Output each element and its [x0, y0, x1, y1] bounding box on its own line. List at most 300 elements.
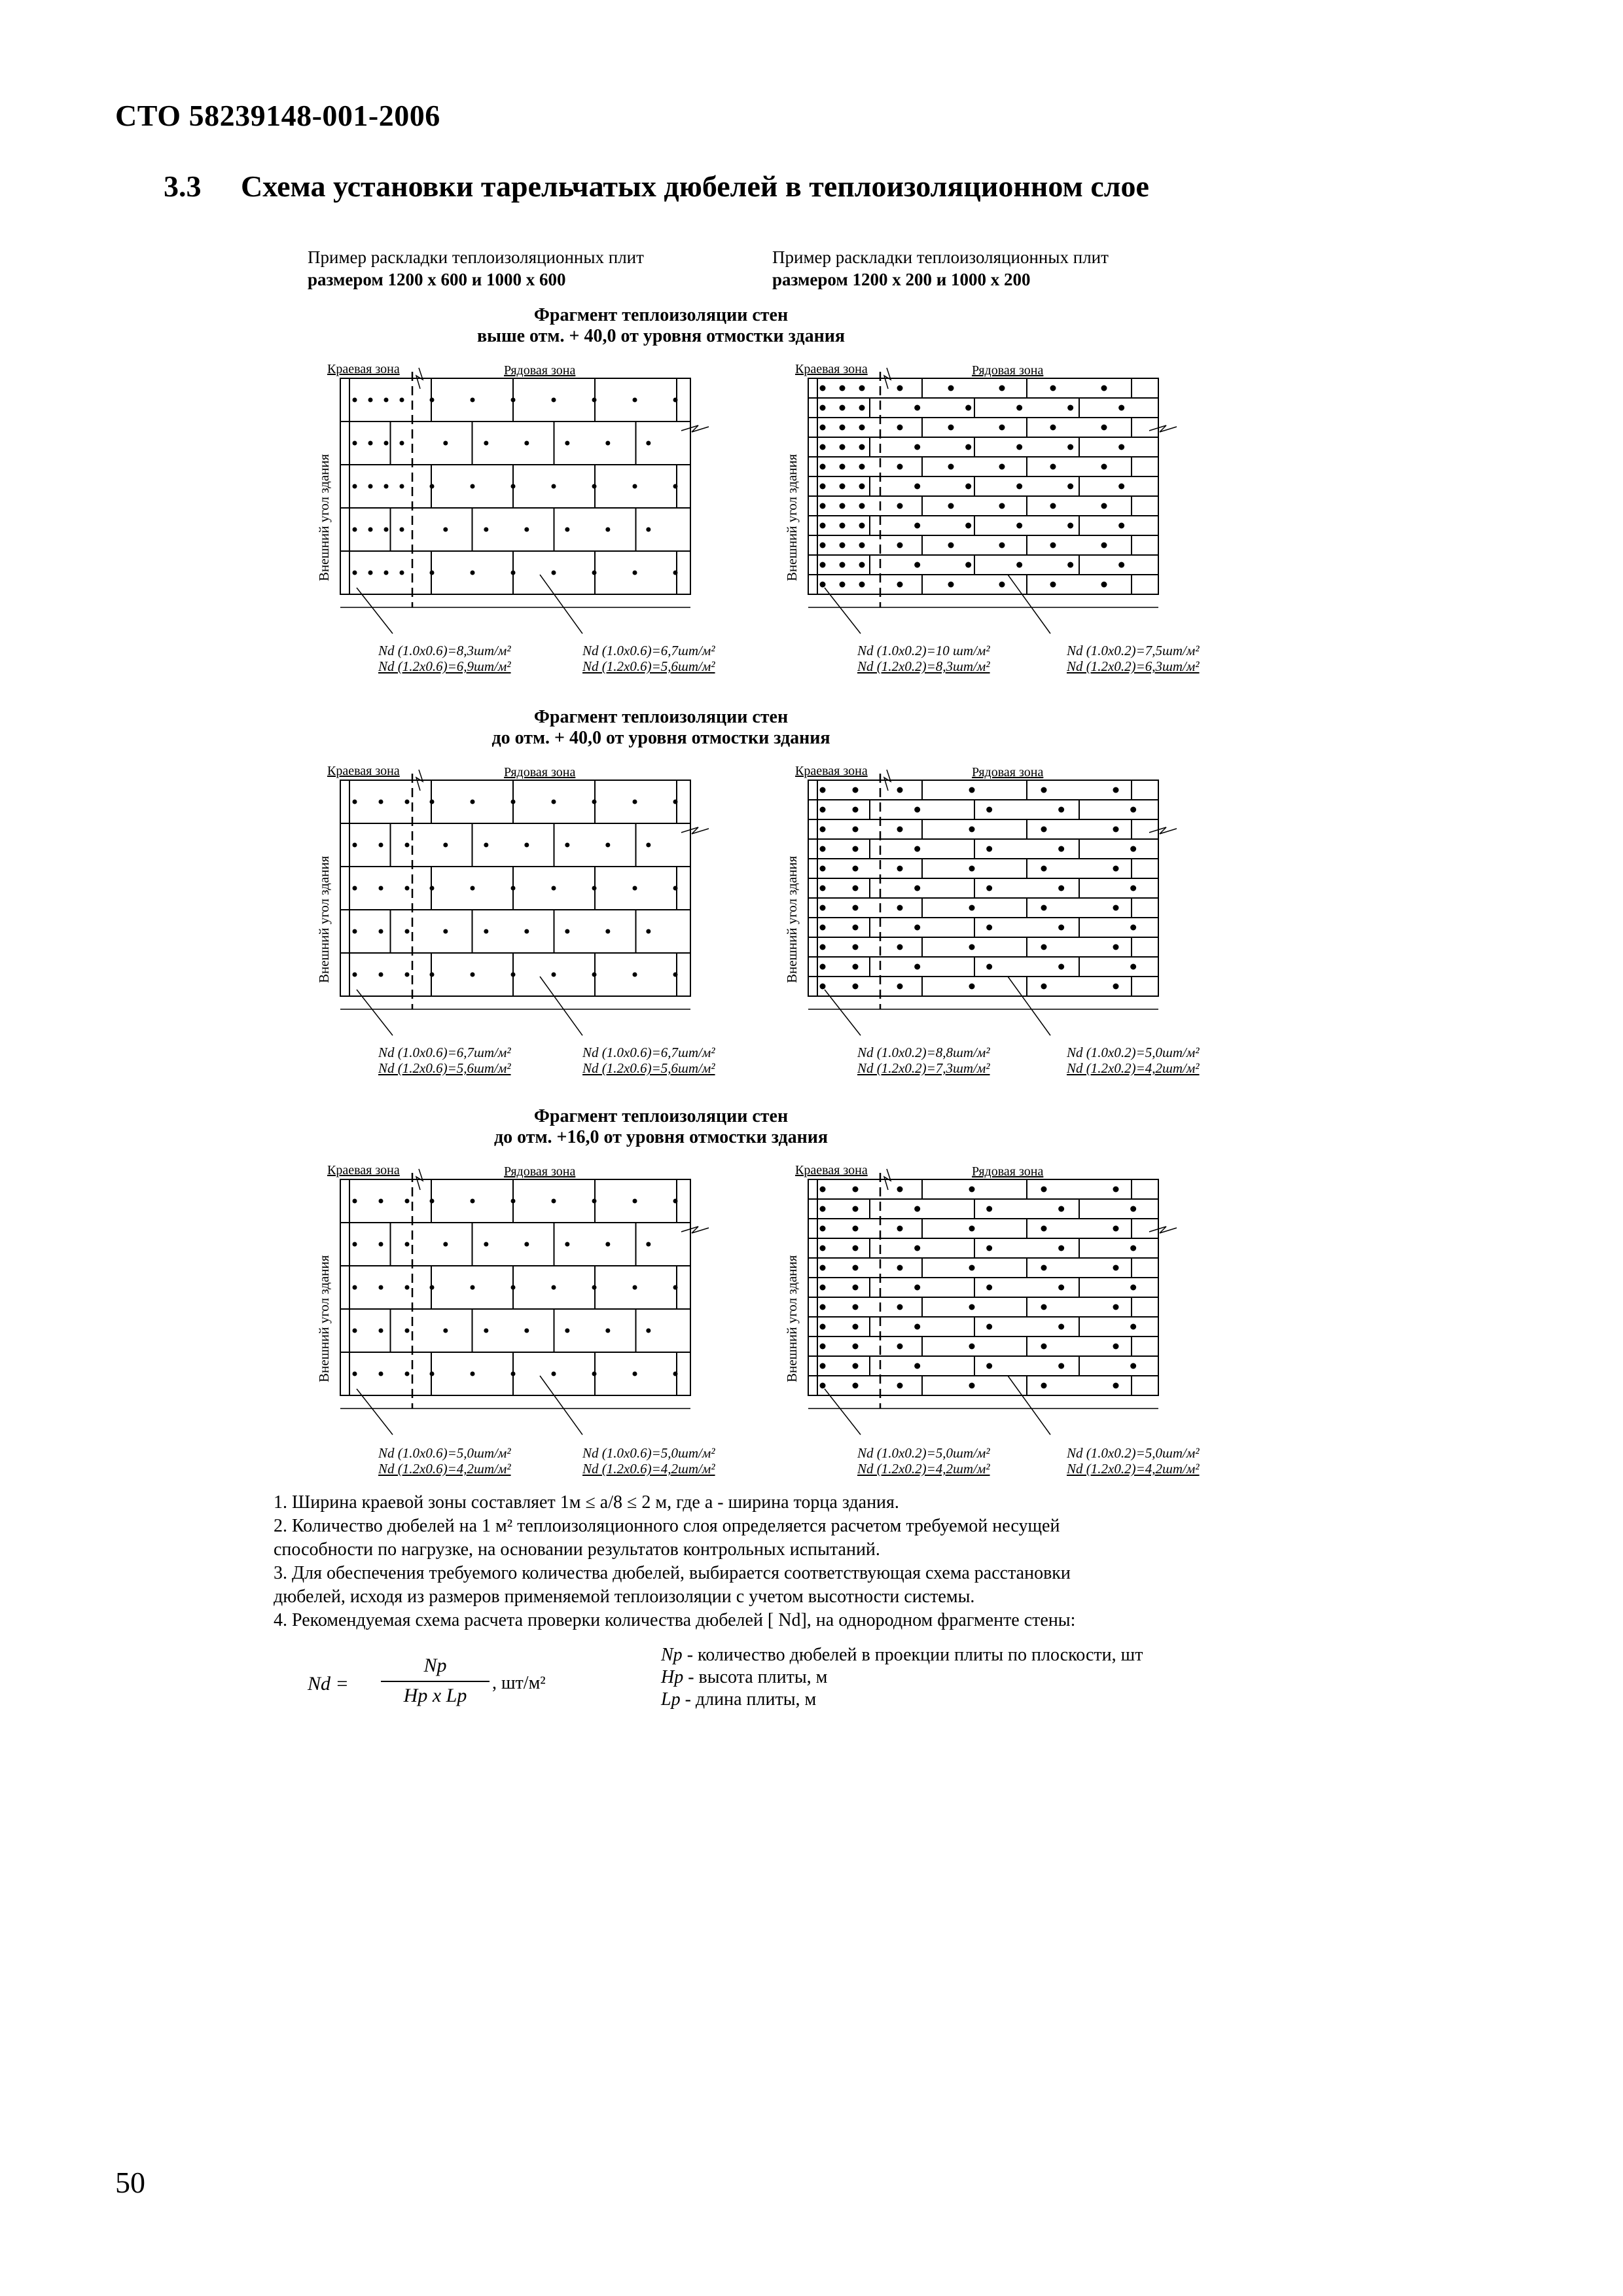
dowel-dot: [1016, 444, 1022, 450]
dowel-dot: [897, 1383, 903, 1389]
dowel-dot: [353, 843, 357, 848]
dowel-dot: [552, 800, 556, 804]
dowel-dot: [853, 1246, 859, 1251]
dowel-dot: [405, 973, 410, 977]
dowel-dot: [853, 866, 859, 872]
dowel-dot: [969, 1344, 975, 1350]
dowel-dot: [969, 984, 975, 990]
dowel-dot: [820, 444, 826, 450]
dowel-dot: [897, 503, 903, 509]
dowel-dot: [948, 464, 954, 470]
dowel-dot: [965, 523, 971, 529]
dowel-dot: [914, 807, 920, 813]
dowel-dot: [948, 582, 954, 588]
dowel-dot: [820, 1187, 826, 1193]
dowel-dot: [1067, 405, 1073, 411]
dowel-dot: [384, 571, 389, 575]
annotation-f3-right-edge: Nd (1.0х0.2)=5,0шт/м² Nd (1.2х0.2)=4,2шт/м²: [857, 1445, 990, 1477]
dowel-dot: [859, 386, 865, 391]
dowel-dot: [430, 571, 435, 575]
dowel-dot: [592, 1285, 597, 1290]
dowel-dot: [914, 562, 920, 568]
dowel-dot: [484, 528, 488, 532]
dowel-dot: [400, 441, 404, 446]
dowel-dot: [1050, 543, 1056, 548]
dowel-dot: [897, 1344, 903, 1350]
legend-np: Np - количество дюбелей в проекции плиты по плоскости, шт: [661, 1645, 1143, 1665]
dowel-dot: [820, 425, 826, 431]
dowel-dot: [605, 441, 610, 446]
corner-label: Внешний угол здания: [316, 855, 332, 983]
dowel-dot: [820, 562, 826, 568]
dowel-dot: [605, 929, 610, 934]
dowel-dot: [379, 843, 383, 848]
dowel-count-formula: [308, 1649, 622, 1721]
dowel-dot: [948, 543, 954, 548]
dowel-dot: [914, 925, 920, 931]
dowel-dot: [914, 886, 920, 891]
annotation-f1-right-row: Nd (1.0х0.2)=7,5шт/м² Nd (1.2х0.2)=6,3шт/м²: [1067, 643, 1200, 674]
break-mark: [681, 1227, 709, 1233]
dowel-dot: [820, 386, 826, 391]
dowel-dot: [969, 944, 975, 950]
dowel-dot: [948, 386, 954, 391]
dowel-dot: [820, 866, 826, 872]
dowel-dot: [820, 905, 826, 911]
dowel-dot: [1101, 386, 1107, 391]
dowel-dot: [897, 543, 903, 548]
dowel-dot: [859, 543, 865, 548]
dowel-dot: [384, 398, 389, 403]
dowel-dot: [1113, 1187, 1119, 1193]
dowel-dot: [592, 800, 597, 804]
dowel-dot: [1016, 562, 1022, 568]
dowel-dot: [592, 571, 597, 575]
dowel-dot: [511, 1199, 516, 1204]
dowel-dot: [511, 1372, 516, 1376]
dowel-dot: [999, 464, 1005, 470]
dowel-dot: [524, 1329, 529, 1333]
dowel-dot: [820, 846, 826, 852]
dowel-dot: [353, 484, 357, 489]
dowel-dot: [430, 1199, 435, 1204]
dowel-dot: [524, 929, 529, 934]
dowel-dot: [368, 398, 373, 403]
dowel-dot: [471, 398, 475, 403]
dowel-dot: [471, 1199, 475, 1204]
dowel-dot: [511, 398, 516, 403]
dowel-dot: [1067, 484, 1073, 490]
dowel-dot: [1118, 562, 1124, 568]
dowel-dot: [1050, 386, 1056, 391]
dowel-dot: [840, 464, 846, 470]
dowel-dot: [1118, 523, 1124, 529]
dowel-dot: [914, 1363, 920, 1369]
dowel-dot: [1041, 866, 1047, 872]
dowel-dot: [969, 1304, 975, 1310]
dowel-dot: [1041, 1265, 1047, 1271]
dowel-dot: [552, 398, 556, 403]
dowel-dot: [400, 398, 404, 403]
dowel-dot: [820, 944, 826, 950]
dowel-dot: [646, 1329, 651, 1333]
dowel-dot: [897, 464, 903, 470]
dowel-dot: [1058, 1363, 1064, 1369]
dowel-dot: [552, 1372, 556, 1376]
dowel-dot: [673, 800, 678, 804]
dowel-dot: [405, 843, 410, 848]
dowel-dot: [1016, 523, 1022, 529]
dowel-dot: [379, 886, 383, 891]
annotation-f1-right-edge: Nd (1.0х0.2)=10 шт/м² Nd (1.2х0.2)=8,3шт/м²: [857, 643, 990, 674]
dowel-dot: [605, 1329, 610, 1333]
dowel-dot: [1118, 444, 1124, 450]
section-number: 3.3: [164, 170, 202, 203]
dowel-dot: [986, 1246, 992, 1251]
dowel-dot: [673, 1372, 678, 1376]
dowel-dot: [511, 1285, 516, 1290]
dowel-dot: [1041, 787, 1047, 793]
dowel-dot: [405, 1372, 410, 1376]
edge-zone-label: Краевая зона: [327, 1163, 400, 1177]
dowel-dot: [1041, 1304, 1047, 1310]
dowel-dot: [646, 929, 651, 934]
fragment-3-left-layout-diagram: [308, 1160, 700, 1435]
dowel-dot: [965, 484, 971, 490]
dowel-dot: [552, 1285, 556, 1290]
dowel-dot: [1130, 886, 1136, 891]
dowel-dot: [1118, 405, 1124, 411]
dowel-dot: [853, 787, 859, 793]
dowel-dot: [986, 886, 992, 891]
dowel-dot: [914, 1246, 920, 1251]
dowel-dot: [986, 1324, 992, 1330]
dowel-dot: [405, 929, 410, 934]
dowel-dot: [1041, 905, 1047, 911]
dowel-dot: [853, 1187, 859, 1193]
dowel-dot: [859, 582, 865, 588]
dowel-dot: [1016, 484, 1022, 490]
dowel-dot: [840, 523, 846, 529]
dowel-dot: [820, 1226, 826, 1232]
fraction-bar: [381, 1681, 490, 1682]
dowel-dot: [552, 973, 556, 977]
dowel-dot: [511, 886, 516, 891]
dowel-dot: [353, 528, 357, 532]
dowel-dot: [592, 973, 597, 977]
dowel-dot: [859, 425, 865, 431]
dowel-dot: [1118, 484, 1124, 490]
dowel-dot: [969, 1265, 975, 1271]
annotation-f2-left-row: Nd (1.0х0.6)=6,7шт/м² Nd (1.2х0.6)=5,6шт/м²: [582, 1045, 715, 1076]
dowel-dot: [986, 846, 992, 852]
corner-label: Внешний угол здания: [784, 855, 800, 983]
dowel-dot: [484, 929, 488, 934]
notes-block: [274, 1491, 1255, 1632]
dowel-dot: [859, 484, 865, 490]
edge-zone-label: Краевая зона: [795, 764, 868, 778]
dowel-dot: [405, 800, 410, 804]
dowel-dot: [511, 973, 516, 977]
dowel-dot: [379, 800, 383, 804]
dowel-dot: [673, 484, 678, 489]
dowel-dot: [1130, 964, 1136, 970]
fragment-1-title: Фрагмент теплоизоляции стен выше отм. + 40,0 от уровня отмостки здания: [477, 305, 845, 346]
dowel-dot: [379, 929, 383, 934]
dowel-dot: [430, 800, 435, 804]
dowel-dot: [1130, 1285, 1136, 1291]
dowel-dot: [853, 1206, 859, 1212]
dowel-dot: [999, 543, 1005, 548]
row-zone-label: Рядовая зона: [972, 363, 1044, 378]
dowel-dot: [379, 1199, 383, 1204]
dowel-dot: [384, 484, 389, 489]
dowel-dot: [897, 425, 903, 431]
dowel-dot: [565, 1329, 569, 1333]
dowel-dot: [1058, 846, 1064, 852]
dowel-dot: [1113, 984, 1119, 990]
dowel-dot: [820, 1324, 826, 1330]
corner-label: Внешний угол здания: [316, 454, 332, 581]
dowel-dot: [368, 528, 373, 532]
dowel-dot: [914, 523, 920, 529]
dowel-dot: [524, 1242, 529, 1247]
dowel-dot: [565, 528, 569, 532]
leader-line: [540, 1376, 582, 1435]
dowel-dot: [969, 1226, 975, 1232]
right-column-caption: Пример раскладки теплоизоляционных плит размером 1200 х 200 и 1000 х 200: [772, 247, 1109, 289]
dowel-dot: [443, 441, 448, 446]
dowel-dot: [999, 386, 1005, 391]
dowel-dot: [853, 846, 859, 852]
formula-unit: , шт/м²: [492, 1673, 546, 1693]
dowel-dot: [646, 528, 651, 532]
dowel-dot: [605, 1242, 610, 1247]
dowel-dot: [1050, 464, 1056, 470]
dowel-dot: [820, 827, 826, 833]
dowel-dot: [471, 886, 475, 891]
dowel-dot: [820, 787, 826, 793]
dowel-dot: [592, 484, 597, 489]
dowel-dot: [853, 886, 859, 891]
formula-numerator: Np: [423, 1655, 447, 1676]
dowel-dot: [840, 582, 846, 588]
fragment-2-title: Фрагмент теплоизоляции стен до отм. + 40,0 от уровня отмостки здания: [491, 707, 830, 748]
dowel-dot: [565, 1242, 569, 1247]
dowel-dot: [484, 441, 488, 446]
dowel-dot: [368, 441, 373, 446]
dowel-dot: [1058, 1206, 1064, 1212]
leader-line: [1008, 575, 1050, 634]
dowel-dot: [859, 503, 865, 509]
dowel-dot: [379, 1372, 383, 1376]
dowel-dot: [430, 1285, 435, 1290]
dowel-dot: [471, 571, 475, 575]
dowel-dot: [853, 1304, 859, 1310]
dowel-dot: [405, 1199, 410, 1204]
dowel-dot: [353, 1285, 357, 1290]
dowel-dot: [897, 984, 903, 990]
dowel-dot: [443, 843, 448, 848]
dowel-dot: [859, 562, 865, 568]
dowel-dot: [1050, 582, 1056, 588]
dowel-dot: [1130, 807, 1136, 813]
dowel-dot: [820, 503, 826, 509]
dowel-dot: [986, 964, 992, 970]
dowel-dot: [405, 1285, 410, 1290]
dowel-dot: [673, 973, 678, 977]
page-number: 50: [115, 2166, 145, 2199]
dowel-dot: [1113, 905, 1119, 911]
annotation-f3-left-edge: Nd (1.0х0.6)=5,0шт/м² Nd (1.2х0.6)=4,2шт/м²: [378, 1445, 511, 1477]
dowel-dot: [1113, 1265, 1119, 1271]
dowel-dot: [511, 800, 516, 804]
dowel-dot: [353, 398, 357, 403]
edge-zone-label: Краевая зона: [327, 764, 400, 778]
annotation-f3-right-row: Nd (1.0х0.2)=5,0шт/м² Nd (1.2х0.2)=4,2шт/м²: [1067, 1445, 1200, 1477]
dowel-dot: [820, 1265, 826, 1271]
dowel-dot: [633, 1372, 637, 1376]
dowel-dot: [897, 1265, 903, 1271]
dowel-dot: [443, 528, 448, 532]
dowel-dot: [840, 386, 846, 391]
break-mark: [681, 425, 709, 432]
note-3: 3. Для обеспечения требуемого количества дюбелей, выбирается соответствующая схема расстановки: [274, 1563, 1071, 1583]
annotation-f2-right-row: Nd (1.0х0.2)=5,0шт/м² Nd (1.2х0.2)=4,2шт/м²: [1067, 1045, 1200, 1076]
dowel-dot: [646, 1242, 651, 1247]
dowel-dot: [1067, 444, 1073, 450]
dowel-dot: [969, 905, 975, 911]
dowel-dot: [859, 523, 865, 529]
dowel-dot: [633, 800, 637, 804]
dowel-dot: [948, 503, 954, 509]
dowel-dot: [1058, 1285, 1064, 1291]
dowel-dot: [897, 787, 903, 793]
dowel-dot: [1113, 1344, 1119, 1350]
note-4: 4. Рекомендуемая схема расчета проверки количества дюбелей [ Nd], на однородном фрагменте стены:: [274, 1610, 1076, 1630]
dowel-dot: [853, 1265, 859, 1271]
fragment-3-right-layout-diagram: [776, 1160, 1168, 1435]
dowel-dot: [1130, 1246, 1136, 1251]
fragment-1-right-layout-diagram: [776, 359, 1168, 634]
dowel-dot: [592, 1372, 597, 1376]
dowel-dot: [1041, 1187, 1047, 1193]
dowel-dot: [379, 1242, 383, 1247]
dowel-dot: [1067, 562, 1073, 568]
document-code: СТО 58239148-001-2006: [115, 99, 440, 132]
annotation-f1-left-edge: Nd (1.0х0.6)=8,3шт/м² Nd (1.2х0.6)=6,9шт/м²: [378, 643, 511, 674]
dowel-dot: [471, 1372, 475, 1376]
dowel-dot: [511, 484, 516, 489]
dowel-dot: [646, 843, 651, 848]
dowel-dot: [969, 787, 975, 793]
dowel-dot: [353, 886, 357, 891]
break-mark: [1149, 425, 1177, 432]
dowel-dot: [1058, 807, 1064, 813]
dowel-dot: [633, 398, 637, 403]
dowel-dot: [859, 464, 865, 470]
dowel-dot: [368, 571, 373, 575]
dowel-dot: [1130, 846, 1136, 852]
dowel-dot: [471, 484, 475, 489]
dowel-dot: [859, 405, 865, 411]
legend-lp: Lp - длина плиты, м: [661, 1689, 817, 1710]
dowel-dot: [897, 1187, 903, 1193]
dowel-dot: [897, 866, 903, 872]
dowel-dot: [405, 886, 410, 891]
leader-line: [540, 977, 582, 1035]
dowel-dot: [986, 1206, 992, 1212]
dowel-dot: [1113, 1304, 1119, 1310]
dowel-dot: [897, 1226, 903, 1232]
dowel-dot: [820, 964, 826, 970]
dowel-dot: [353, 973, 357, 977]
dowel-dot: [592, 398, 597, 403]
dowel-dot: [820, 523, 826, 529]
dowel-dot: [1041, 1226, 1047, 1232]
dowel-dot: [914, 1206, 920, 1212]
note-3-cont: дюбелей, исходя из размеров применяемой теплоизоляции с учетом высотности системы.: [274, 1587, 975, 1607]
legend-hp: Hp - высота плиты, м: [661, 1667, 828, 1687]
dowel-dot: [1041, 827, 1047, 833]
wall-frame: [808, 1179, 1158, 1395]
dowel-dot: [897, 582, 903, 588]
dowel-dot: [1058, 886, 1064, 891]
dowel-dot: [853, 984, 859, 990]
fragment-3-title: Фрагмент теплоизоляции стен до отм. +16,0 от уровня отмостки здания: [493, 1106, 829, 1147]
dowel-dot: [1058, 925, 1064, 931]
dowel-dot: [853, 1226, 859, 1232]
note-2-cont: способности по нагрузке, на основании результатов контрольных испытаний.: [274, 1539, 880, 1560]
dowel-dot: [379, 1329, 383, 1333]
dowel-dot: [1130, 925, 1136, 931]
row-zone-label: Рядовая зона: [504, 363, 576, 378]
dowel-dot: [965, 562, 971, 568]
fragment-2-left-layout-diagram: [308, 761, 700, 1035]
dowel-dot: [969, 1383, 975, 1389]
break-mark: [1149, 827, 1177, 834]
dowel-dot: [1058, 964, 1064, 970]
dowel-dot: [484, 843, 488, 848]
edge-zone-label: Краевая зона: [795, 362, 868, 376]
dowel-dot: [986, 925, 992, 931]
dowel-dot: [430, 398, 435, 403]
dowel-dot: [400, 484, 404, 489]
break-mark: [1149, 1227, 1177, 1233]
dowel-dot: [853, 1344, 859, 1350]
dowel-dot: [484, 1329, 488, 1333]
dowel-dot: [592, 1199, 597, 1204]
dowel-dot: [1130, 1363, 1136, 1369]
dowel-dot: [1101, 543, 1107, 548]
dowel-dot: [853, 944, 859, 950]
dowel-dot: [820, 464, 826, 470]
dowel-dot: [840, 484, 846, 490]
dowel-dot: [914, 405, 920, 411]
dowel-dot: [1041, 1344, 1047, 1350]
dowel-dot: [820, 1363, 826, 1369]
dowel-dot: [353, 571, 357, 575]
dowel-dot: [1101, 464, 1107, 470]
dowel-dot: [969, 866, 975, 872]
dowel-dot: [914, 1324, 920, 1330]
dowel-dot: [1113, 787, 1119, 793]
dowel-dot: [592, 886, 597, 891]
note-2: 2. Количество дюбелей на 1 м² теплоизоляционного слоя определяется расчетом требуемой несущей: [274, 1516, 1060, 1536]
dowel-dot: [840, 444, 846, 450]
dowel-dot: [1050, 425, 1056, 431]
formula-lhs: Nd =: [308, 1673, 349, 1695]
